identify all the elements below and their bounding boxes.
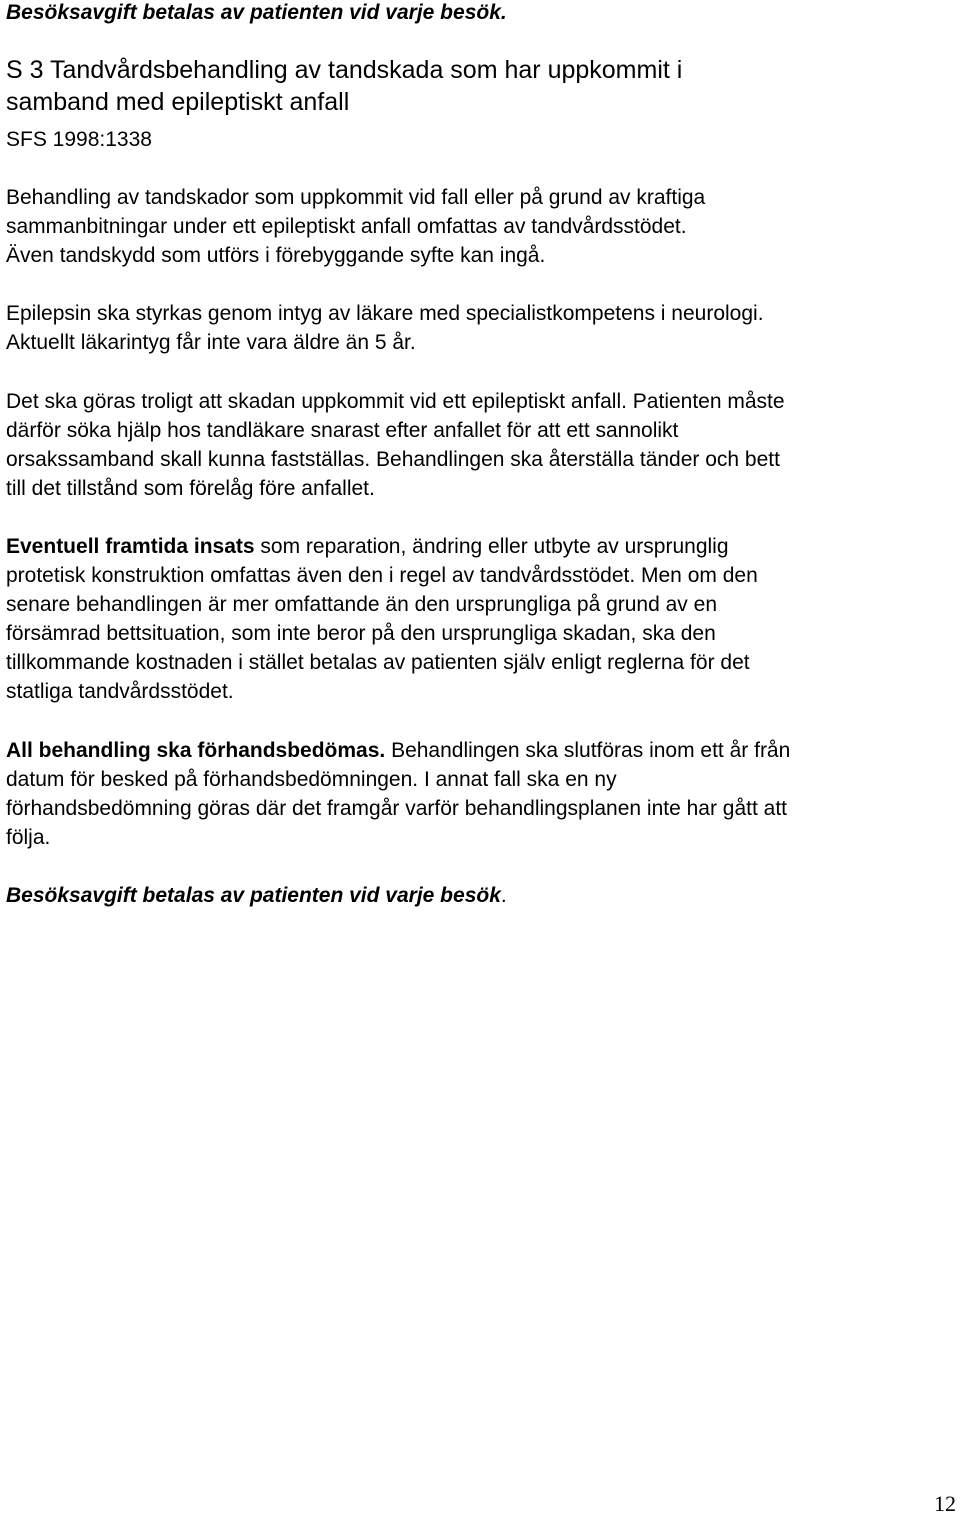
paragraph-5-line-2: datum för besked på förhandsbedömningen. I annat fall ska en ny [6,768,617,791]
paragraph-5-line-3: förhandsbedömning göras där det framgår varför behandlingsplanen inte har gått att [6,797,787,820]
paragraph-1-line-3: Även tandskydd som utförs i förebyggande syfte kan ingå. [6,244,546,267]
emphasis-all-behandling: All behandling ska förhandsbedömas. [6,739,386,762]
paragraph-1-line-1: Behandling av tandskador som uppkommit vid fall eller på grund av kraftiga [6,186,706,209]
paragraph-4-line-4: försämrad bettsituation, som inte beror på den ursprungliga skadan, ska den [6,622,716,645]
paragraph-3-line-2: därför söka hjälp hos tandläkare snarast efter anfallet för att ett sannolikt [6,419,679,442]
paragraph-5-line-1-rest: Behandlingen ska slutföras inom ett år från [385,739,791,762]
bottom-note-tail: . [500,884,507,907]
paragraph-4-line-6: statliga tandvårdsstödet. [6,680,234,703]
paragraph-5-line-4: följa. [6,826,51,849]
top-note: Besöksavgift betalas av patienten vid varje besök. [6,1,507,24]
paragraph-3-line-3: orsakssamband skall kunna fastställas. Behandlingen ska återställa tänder och bett [6,448,780,471]
page-number: 12 [934,1491,956,1516]
paragraph-4-line-2: protetisk konstruktion omfattas även den i regel av tandvårdsstödet. Men om den [6,564,758,587]
paragraph-5-line-1 [6,736,790,765]
paragraph-4-line-1-rest: som reparation, ändring eller utbyte av ursprunglig [254,535,729,558]
paragraph-3-line-1: Det ska göras troligt att skadan uppkommit vid ett epileptiskt anfall. Patienten måste [6,390,785,413]
paragraph-4-line-3: senare behandlingen är mer omfattande än den ursprungliga på grund av en [6,593,717,616]
section-heading-line-1: S 3 Tandvårdsbehandling av tandskada som har uppkommit i [6,56,683,84]
paragraph-1-line-2: sammanbitningar under ett epileptiskt anfall omfattas av tandvårdsstödet. [6,215,687,238]
section-heading-line-2: samband med epileptiskt anfall [6,88,350,116]
paragraph-2-line-2: Aktuellt läkarintyg får inte vara äldre än 5 år. [6,331,416,354]
paragraph-2-line-1: Epilepsin ska styrkas genom intyg av läkare med specialistkompetens i neurologi. [6,302,764,325]
paragraph-4-line-5: tillkommande kostnaden i stället betalas av patienten själv enligt reglerna för det [6,651,750,674]
paragraph-3-line-4: till det tillstånd som förelåg före anfallet. [6,477,375,500]
bottom-note-emphasis: Besöksavgift betalas av patienten vid varje besök [6,884,501,907]
emphasis-eventuell-framtida-insats: Eventuell framtida insats [6,535,255,558]
paragraph-4-line-1 [6,532,729,561]
sfs-reference: SFS 1998:1338 [6,128,152,151]
bottom-note [6,881,507,910]
